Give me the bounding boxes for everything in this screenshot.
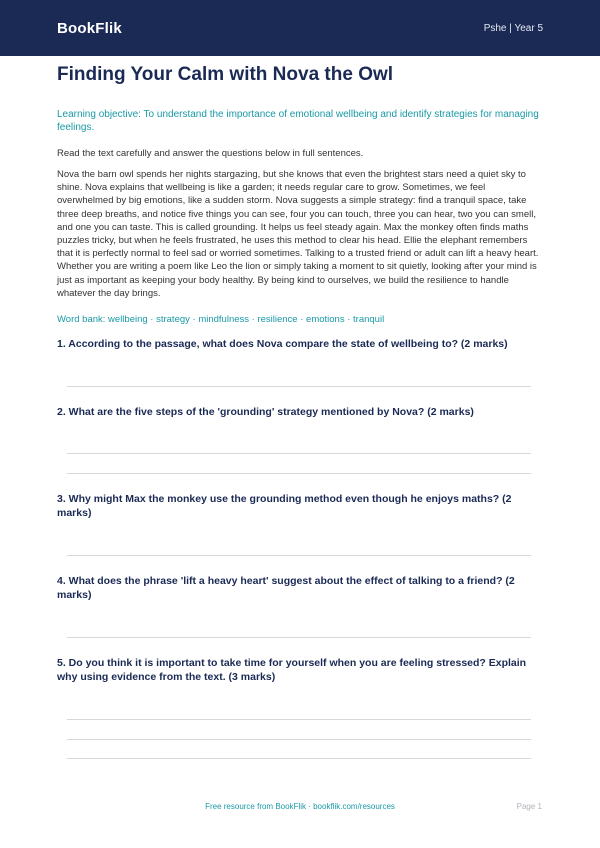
answer-line[interactable] bbox=[67, 719, 531, 720]
footer-credit[interactable]: Free resource from BookFlik · bookflik.com/resources bbox=[205, 802, 395, 811]
word-bank: Word bank: wellbeing · strategy · mindfulness · resilience · emotions · tranquil bbox=[57, 314, 385, 326]
worksheet-body bbox=[57, 62, 543, 325]
learning-objective: Learning objective: To understand the importance of emotional wellbeing and identify strategies for managing feelings. bbox=[57, 109, 539, 133]
answer-line[interactable] bbox=[67, 386, 531, 387]
question-5: 5. Do you think it is important to take time for yourself when you are feeling stressed? Explain why using evidence from the text. (3 marks) bbox=[57, 657, 527, 683]
answer-line[interactable] bbox=[67, 473, 531, 474]
page-title: Finding Your Calm with Nova the Owl bbox=[57, 64, 394, 85]
question-1: 1. According to the passage, what does Nova compare the state of wellbeing to? (2 marks) bbox=[57, 338, 508, 350]
reading-passage: Nova the barn owl spends her nights stargazing, but she knows that even the brightest stars need a quiet sky to shine. Nova explains that wellbeing is like a garden; it needs regular care to grow. Sometimes, we feel overwhelmed by big emotions, like a sudden storm. Nova suggests a simple strategy: find a tranquil space, take three deep breaths, and notice five things you can see, four you can touch, three you can hear, two you can smell, and one you can taste. This is called grounding. It helps us feel steady again. Max the monkey often finds maths puzzles tricky, but when he feels frustrated, he uses this method to clear his head. Ellie the elephant remembers that it is perfectly normal to feel sad or worried sometimes. Talking to a trusted friend or adult can lift a heavy heart. Whether you are writing a poem like Leo the lion or simply taking a moment to sit quietly, looking after your mind is just as important as keeping your body healthy. By being kind to ourselves, we build the resilience to handle whatever the day brings. bbox=[57, 169, 539, 299]
answer-line[interactable] bbox=[67, 555, 531, 556]
answer-line[interactable] bbox=[67, 739, 531, 740]
page-number: Page 1 bbox=[516, 802, 542, 811]
answer-line[interactable] bbox=[67, 758, 531, 759]
subject-year-label: Pshe | Year 5 bbox=[483, 22, 543, 34]
answer-line[interactable] bbox=[67, 637, 531, 638]
question-3: 3. Why might Max the monkey use the grounding method even though he enjoys maths? (2 marks) bbox=[57, 493, 512, 519]
brand-logo: BookFlik bbox=[57, 19, 122, 37]
instructions: Read the text carefully and answer the questions below in full sentences. bbox=[57, 148, 364, 159]
question-4: 4. What does the phrase 'lift a heavy heart' suggest about the effect of talking to a friend? (2 marks) bbox=[57, 575, 515, 601]
answer-line[interactable] bbox=[67, 453, 531, 454]
question-2: 2. What are the five steps of the 'grounding' strategy mentioned by Nova? (2 marks) bbox=[57, 406, 474, 418]
page-header bbox=[0, 0, 600, 56]
